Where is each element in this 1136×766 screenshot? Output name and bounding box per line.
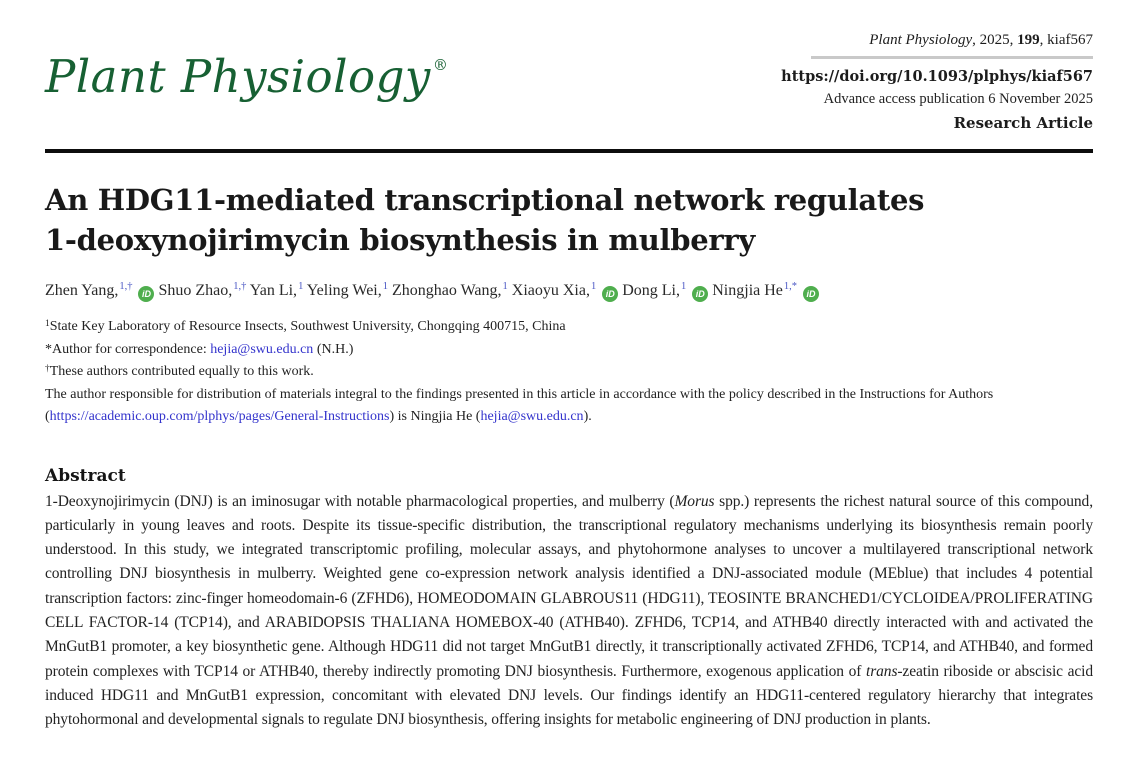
author-name: Shuo Zhao,$^{1,\dagger}$ bbox=[158, 281, 247, 299]
correspondence-prefix: *Author for correspondence: bbox=[45, 341, 211, 357]
affiliation-line bbox=[45, 316, 1093, 339]
orcid-icon[interactable]: iD bbox=[692, 286, 708, 302]
abstract-segment: -zeatin riboside or abscisic acid induced HDG11 and MnGutB1 expression, concomitant with elevated DNJ levels. Our findings identify an HDG11-centered regulatory hierarchy that integrates phytohormonal and developmental signals to regulate DNJ biosynthesis, offering insights for metabolic engineering of DNJ production in plants. bbox=[45, 662, 1094, 729]
author-superscript: 1,† bbox=[233, 281, 247, 292]
author-superscript: 1 bbox=[298, 281, 304, 292]
materials-statement bbox=[45, 384, 1093, 429]
advance-access-line: Advance access publication 6 November 2025 bbox=[823, 91, 1093, 107]
materials-part2: ) is Ningjia He ( bbox=[389, 409, 481, 424]
citation-line bbox=[781, 30, 1093, 51]
author-name: Zhen Yang,$^{1,\dagger}$ iD bbox=[45, 282, 154, 299]
orcid-icon[interactable]: iD bbox=[138, 286, 154, 302]
affiliation-sup: 1 bbox=[45, 319, 50, 329]
abstract-section bbox=[45, 465, 1093, 733]
instructions-link[interactable]: https://academic.oup.com/plphys/pages/General-Instructions bbox=[49, 409, 390, 424]
journal-logo-text: Plant Physiology bbox=[45, 50, 431, 103]
author-superscript: 1,† bbox=[119, 281, 133, 292]
abstract-segment: spp.) represents the richest natural source of this compound, particularly in young leaves and roots. Despite its tissue-specific distribution, the transcriptional regulatory mechanisms underlying its biosynthesis remain poorly understood. In this study, we integrated transcriptomic profiling, molecular assays, and phytohormone analyses to uncover a multilayered transcriptional network controlling DNJ biosynthesis in mulberry. Weighted gene co-expression network analysis identified a DNJ-associated module (MEblue) that includes 4 potential transcription factors: zinc-finger homeodomain-6 (ZFHD6), HOMEODOMAIN GLABROUS11 (HDG11), TEOSINTE BRANCHED1/CYCLOIDEA/PROLIFERATING CELL FACTOR-14 (TCP14), and ARABIDOPSIS THALIANA HOMEBOX-40 (ATHB40). ZFHD6, TCP14, and ATHB40 directly interacted with and activated the MnGutB1 promoter, a key biosynthetic gene. Although HDG11 did not target MnGutB1 directly, it transcriptionally activated ZFHD6, TCP14, and ATHB40, and formed protein complexes with TCP14 or ATHB40, thereby indirectly promoting DNJ biosynthesis. Furthermore, exogenous application of bbox=[45, 492, 1093, 680]
orcid-icon[interactable]: iD bbox=[803, 286, 819, 302]
citation-divider bbox=[811, 56, 1093, 59]
author-name: Yeling Wei,$^1$ bbox=[306, 281, 388, 299]
equal-contribution-line bbox=[45, 361, 1093, 384]
citation-article-id: , kiaf567 bbox=[1039, 32, 1093, 48]
author-superscript: 1,* bbox=[783, 281, 798, 292]
author-superscript: 1 bbox=[590, 281, 597, 292]
equal-contribution-text: These authors contributed equally to this work. bbox=[49, 364, 314, 379]
orcid-icon[interactable]: iD bbox=[602, 286, 618, 302]
registered-trademark-icon: ® bbox=[432, 56, 449, 74]
masthead bbox=[45, 26, 1093, 134]
equal-contribution-sup: † bbox=[45, 364, 50, 374]
article-title-line1: An HDG11-mediated transcriptional network regulates bbox=[45, 183, 925, 217]
author-name: Xiaoyu Xia,$^1$ iD bbox=[512, 282, 618, 299]
author-name: Yan Li,$^1$ bbox=[249, 281, 304, 299]
affiliation-text: State Key Laboratory of Resource Insects, Southwest University, Chongqing 400715, China bbox=[49, 319, 566, 334]
author-name: Ningjia $He^{1,*}$ iD bbox=[712, 282, 819, 299]
materials-email-link[interactable]: hejia@swu.edu.cn bbox=[480, 409, 584, 424]
affiliation-block bbox=[45, 316, 1093, 429]
citation-volume: 199 bbox=[1017, 32, 1040, 48]
article-type-label: Research Article bbox=[953, 114, 1093, 132]
correspondence-email-link[interactable]: hejia@swu.edu.cn bbox=[210, 341, 314, 357]
citation-mid: , 2025, bbox=[972, 32, 1018, 48]
author-list bbox=[45, 280, 1093, 302]
abstract-italic-segment: trans bbox=[866, 662, 898, 680]
author-superscript: 1 bbox=[681, 281, 687, 292]
author-name: Zhonghao Wang,$^1$ bbox=[392, 281, 508, 299]
materials-part1: The author responsible for distribution of materials integral to the findings presented in this article in accordance with the policy described in the Instructions for Authors ( bbox=[45, 386, 994, 424]
author-superscript: 1 bbox=[502, 281, 508, 292]
correspondence-line bbox=[45, 339, 1093, 362]
doi-link[interactable]: https://doi.org/10.1093/plphys/kiaf567 bbox=[781, 68, 1093, 85]
citation-journal: Plant Physiology bbox=[869, 32, 973, 48]
author-superscript: 1 bbox=[382, 281, 388, 292]
article-title bbox=[45, 180, 1093, 260]
masthead-right bbox=[781, 26, 1093, 134]
abstract-text bbox=[45, 490, 1093, 733]
author-name: Dong Li,$^1$ iD bbox=[622, 282, 708, 299]
abstract-heading: Abstract bbox=[45, 465, 126, 486]
header-rule bbox=[45, 149, 1093, 153]
abstract-italic-segment: Morus bbox=[674, 492, 715, 510]
abstract-segment: 1-Deoxynojirimycin (DNJ) is an iminosugar with notable pharmacological properties, and mulberry ( bbox=[45, 492, 675, 510]
correspondence-suffix: (N.H.) bbox=[313, 341, 354, 357]
journal-logo bbox=[45, 36, 448, 106]
materials-part3: ). bbox=[583, 409, 592, 424]
article-title-line2: 1-deoxynojirimycin biosynthesis in mulberry bbox=[45, 223, 755, 257]
